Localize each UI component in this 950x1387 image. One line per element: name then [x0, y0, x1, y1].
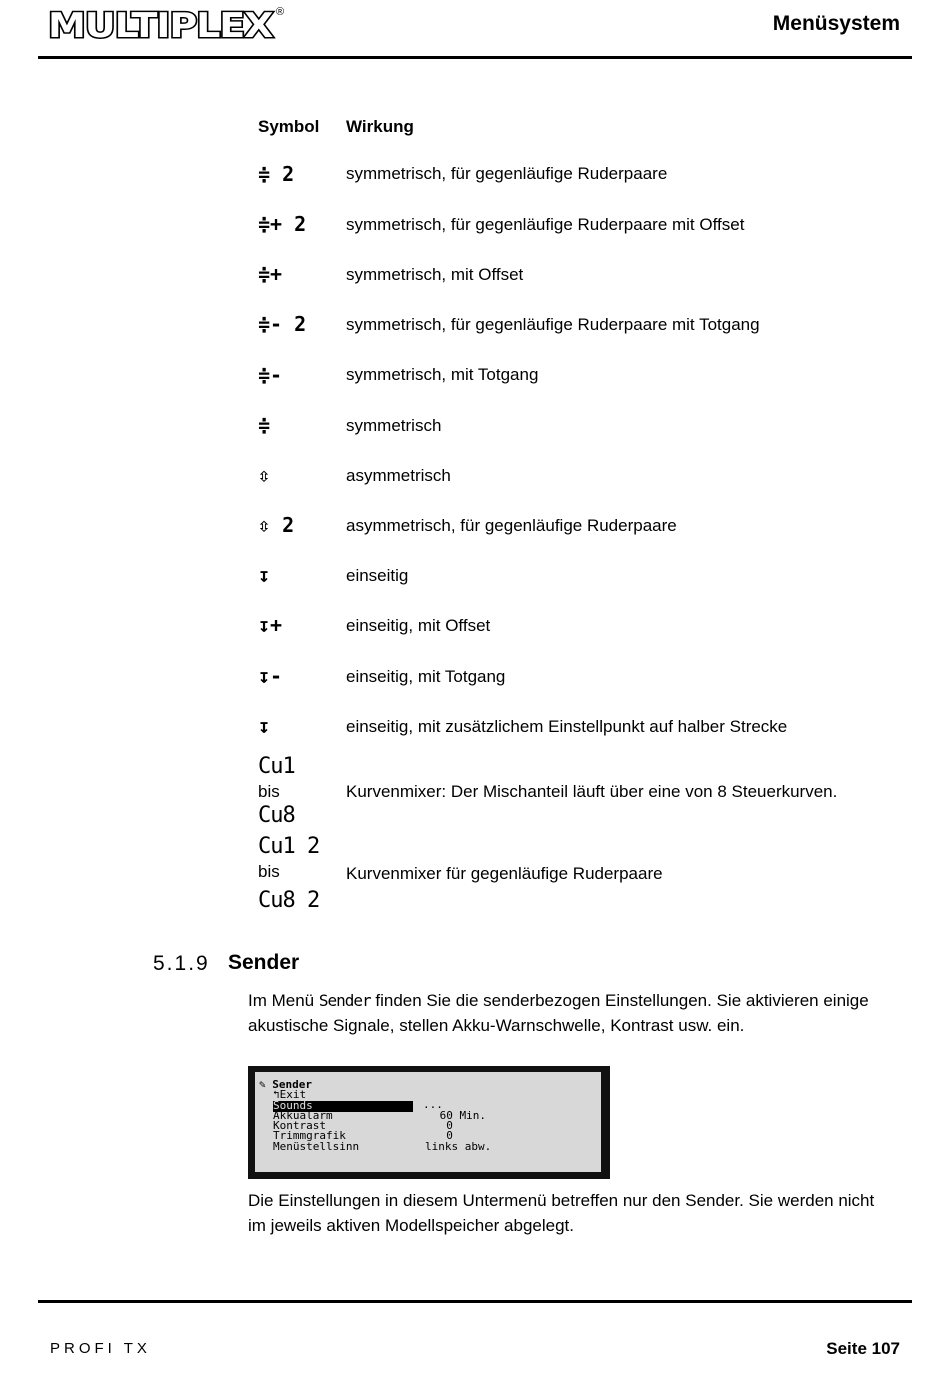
multiplex-logo: MULTIPLEX: [48, 6, 273, 46]
effect-cell: einseitig, mit zusätzlichem Einstellpunkt auf halber Strecke: [346, 717, 788, 736]
symbol-cell: ↧: [258, 563, 271, 587]
closing-paragraph: Die Einstellungen in diesem Untermenü betreffen nur den Sender. Sie werden nicht im jeweils aktiven Modellspeicher abgelegt.: [248, 1191, 875, 1235]
lcd-row-value: links abw.: [425, 1140, 492, 1153]
symbol-cell: ≑- 2: [258, 312, 307, 336]
effect-cell: symmetrisch, mit Totgang: [346, 365, 539, 384]
lcd-screenshot: [248, 1066, 610, 1179]
symbol-cell: ≑: [258, 413, 271, 437]
symbol-cell: ≑ 2: [258, 162, 295, 186]
lcd-row-value: 0: [433, 1119, 453, 1132]
lcd-row-value: 0: [433, 1129, 453, 1142]
lcd-exit: ↰Exit: [273, 1088, 307, 1101]
section-number: 5.1.9: [153, 952, 210, 975]
curve-symbol-to: Cu8 2: [258, 888, 320, 913]
effect-cell: Kurvenmixer: Der Mischanteil läuft über eine von 8 Steuerkurven.: [346, 782, 838, 801]
symbol-cell: ≑+: [258, 262, 283, 286]
column-header-effect: Wirkung: [346, 117, 414, 136]
lcd-screen: [255, 1072, 601, 1172]
symbol-cell: ⇳ 2: [258, 513, 295, 537]
curve-bis-label: bis: [258, 782, 280, 801]
curve-symbol-from: Cu1: [258, 754, 295, 779]
effect-cell: symmetrisch, für gegenläufige Ruderpaare mit Offset: [346, 215, 745, 234]
symbol-cell: ≑+ 2: [258, 212, 307, 236]
symbol-cell: ↧-: [258, 664, 283, 688]
lcd-title: ✎ Sender: [259, 1078, 312, 1091]
curve-symbol-to: Cu8: [258, 803, 295, 828]
symbol-cell: ↧+: [258, 613, 283, 637]
column-header-symbol: Symbol: [258, 117, 320, 136]
lcd-row-label: Kontrast: [273, 1119, 326, 1132]
effect-cell: einseitig, mit Offset: [346, 616, 491, 635]
lcd-row-label: Sounds: [273, 1101, 413, 1112]
header-rule: [38, 56, 912, 59]
lcd-row-value: ...: [423, 1098, 443, 1111]
symbol-cell: ⇳: [258, 463, 271, 487]
effect-cell: asymmetrisch: [346, 466, 451, 485]
effect-cell: einseitig: [346, 566, 409, 585]
curve-bis-label: bis: [258, 862, 280, 881]
symbol-cell: ↧: [258, 714, 271, 738]
symbol-cell: ≑-: [258, 363, 283, 387]
effect-cell: symmetrisch, mit Offset: [346, 265, 524, 284]
page-number: Seite 107: [826, 1339, 900, 1358]
effect-cell: asymmetrisch, für gegenläufige Ruderpaare: [346, 516, 677, 535]
section-heading: Sender: [228, 951, 300, 974]
effect-cell: symmetrisch, für gegenläufige Ruderpaare: [346, 164, 668, 183]
product-name: PROFI TX: [50, 1340, 151, 1357]
effect-cell: symmetrisch: [346, 416, 442, 435]
section-title: Menüsystem: [772, 12, 900, 35]
effect-cell: einseitig, mit Totgang: [346, 667, 506, 686]
effect-cell: Kurvenmixer für gegenläufige Ruderpaare: [346, 864, 663, 883]
curve-symbol-from: Cu1 2: [258, 834, 320, 859]
registered-mark: ®: [276, 6, 285, 18]
lcd-row-label: Menüstellsinn: [273, 1140, 360, 1153]
effect-cell: symmetrisch, für gegenläufige Ruderpaare mit Totgang: [346, 315, 760, 334]
lcd-row-value: 60 Min.: [433, 1109, 486, 1122]
footer-rule: [38, 1300, 912, 1303]
lcd-row-label: Trimmgrafik: [273, 1129, 346, 1142]
menu-name-inline: Sender: [318, 991, 371, 1010]
intro-paragraph: Im Menü Sender finden Sie die senderbezogen Einstellungen. Sie aktivieren einige akustische Signale, stellen Akku-Warnschwelle, Kontrast usw. ein.: [248, 991, 869, 1035]
lcd-row-label: Akkualarm: [273, 1109, 333, 1122]
